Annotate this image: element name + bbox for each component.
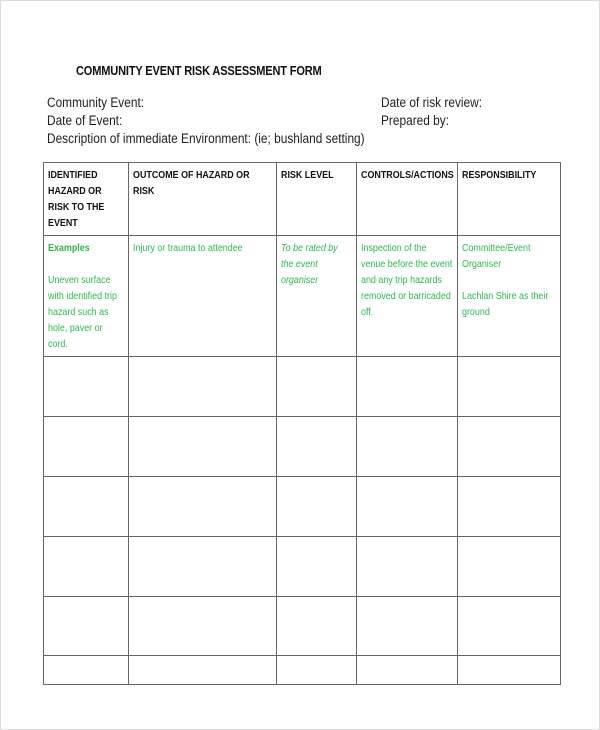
header-cell: IDENTIFIED HAZARD OR RISK TO THE EVENT [44,163,129,236]
empty-cell[interactable] [277,357,357,417]
community-event-label: Community Event: [47,95,145,110]
empty-cell[interactable] [458,597,561,656]
example-hazard: Uneven surface with identified trip hazard such as hole, paver or cord. [48,274,117,350]
empty-cell[interactable] [44,537,129,597]
empty-cell[interactable] [458,417,561,477]
empty-cell[interactable] [458,656,561,685]
header-cell: CONTROLS/ACTIONS [357,163,458,236]
example-hazard-cell [44,236,129,357]
empty-cell[interactable] [129,597,277,656]
empty-cell[interactable] [458,477,561,537]
empty-cell[interactable] [129,417,277,477]
example-responsibility-cell: Committee/Event Organiser Lachlan Shire as their ground [458,236,561,357]
empty-cell[interactable] [44,477,129,537]
empty-cell[interactable] [129,357,277,417]
header-cell: OUTCOME OF HAZARD OR RISK [129,163,277,236]
empty-cell[interactable] [44,417,129,477]
empty-cell[interactable] [277,417,357,477]
empty-cell[interactable] [44,656,129,685]
empty-cell[interactable] [357,477,458,537]
form-title: COMMUNITY EVENT RISK ASSESSMENT FORM [76,63,322,78]
example-controls-cell: Inspection of the venue before the event and any trip hazards removed or barricaded off. [357,236,458,357]
empty-cell[interactable] [277,597,357,656]
empty-row[interactable] [44,656,561,685]
empty-row[interactable] [44,357,561,417]
empty-cell[interactable] [357,597,458,656]
example-row [44,236,561,357]
risk-table [43,162,561,685]
prepared-by-label: Prepared by: [381,113,450,128]
header-cell: RISK LEVEL [277,163,357,236]
empty-row[interactable] [44,477,561,537]
empty-cell[interactable] [44,357,129,417]
empty-cell[interactable] [458,357,561,417]
empty-cell[interactable] [357,656,458,685]
empty-row[interactable] [44,537,561,597]
example-risk-cell: To be rated by the event organiser [277,236,357,357]
empty-cell[interactable] [277,656,357,685]
empty-cell[interactable] [277,537,357,597]
empty-cell[interactable] [357,357,458,417]
empty-cell[interactable] [357,417,458,477]
example-outcome-cell: Injury or trauma to attendee [129,236,277,357]
empty-cell[interactable] [44,597,129,656]
empty-cell[interactable] [357,537,458,597]
empty-cell[interactable] [129,656,277,685]
description-label: Description of immediate Environment: (ie; bushland setting) [47,131,365,146]
empty-cell[interactable] [129,477,277,537]
header-cell: RESPONSIBILITY [458,163,561,236]
empty-cell[interactable] [458,537,561,597]
date-of-review-label: Date of risk review: [381,95,483,110]
examples-label: Examples [48,242,90,254]
header-row [44,163,561,236]
empty-row[interactable] [44,417,561,477]
empty-row[interactable] [44,597,561,656]
empty-cell[interactable] [277,477,357,537]
empty-cell[interactable] [129,537,277,597]
date-of-event-label: Date of Event: [47,113,123,128]
